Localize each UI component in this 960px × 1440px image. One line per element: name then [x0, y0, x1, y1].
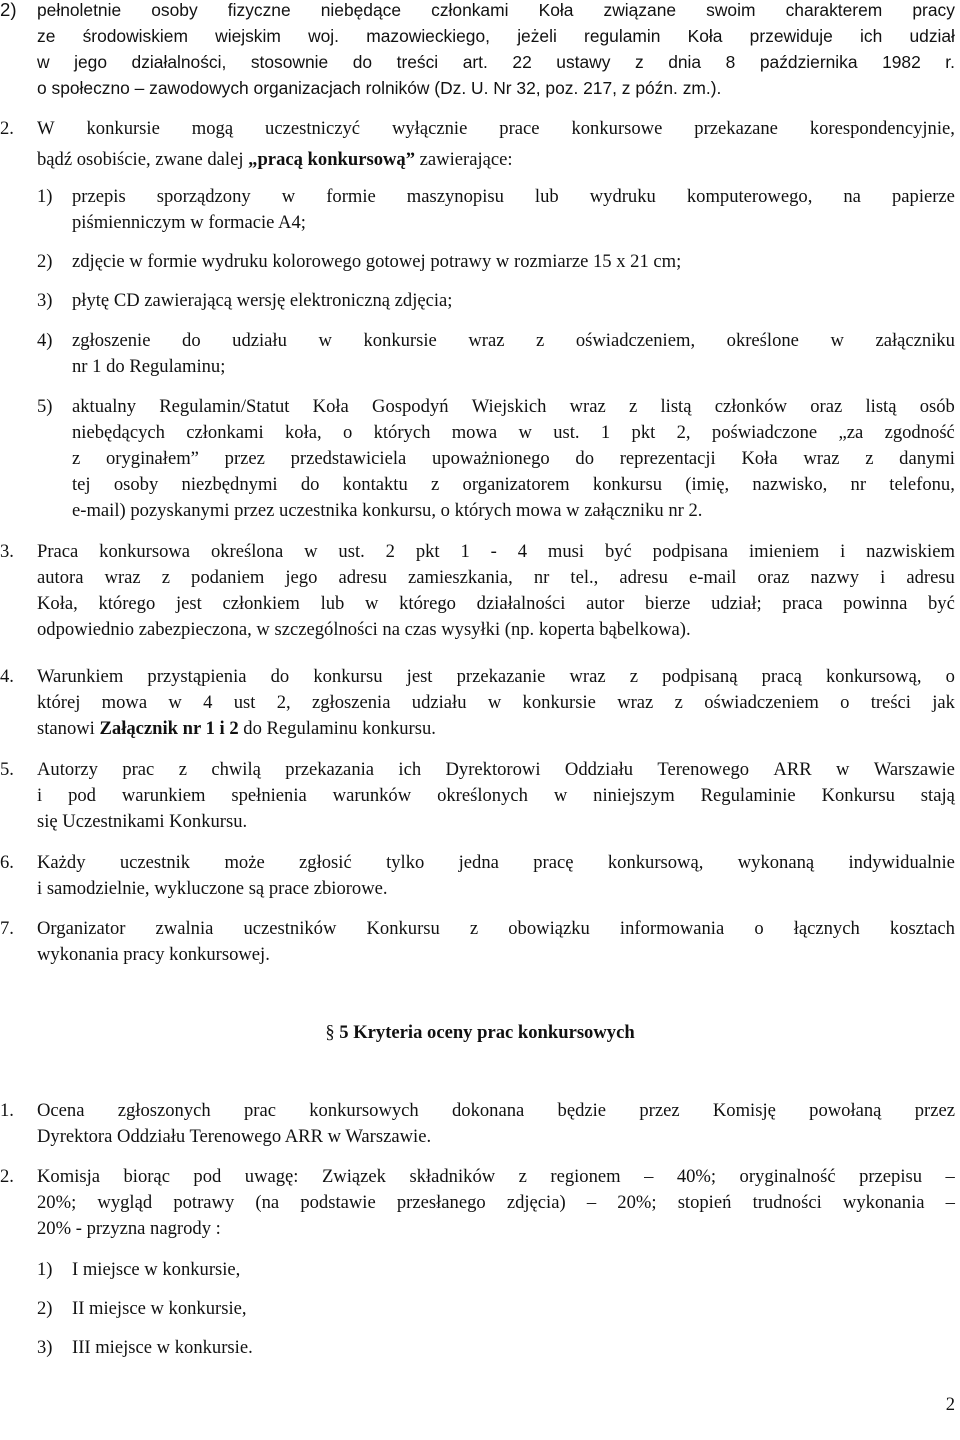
list-number: 7.: [0, 918, 14, 939]
list-number: 6.: [0, 852, 14, 873]
bold-term: Załącznik nr 1 i 2: [99, 718, 239, 739]
paragraph-line: pełnoletnie osoby fizyczne niebędące członkami Koła związane swoim charakterem pracy: [37, 0, 955, 20]
section-heading: § 5 Kryteria oceny prac konkursowych: [325, 1022, 635, 1043]
paragraph-line: i pod warunkiem spełnienia warunków określonych w niniejszym Regulaminie Konkursu stają: [37, 785, 955, 806]
list-item-line: nr 1 do Regulaminu;: [72, 356, 226, 377]
paragraph-line: ze środowiskiem wiejskim woj. mazowieckiego, jeżeli regulamin Koła przewiduje ich udział: [37, 26, 955, 46]
list-number: 5): [37, 396, 53, 417]
paragraph-line: stanowi Załącznik nr 1 i 2 do Regulaminu konkursu.: [37, 718, 436, 739]
prize-item: II miejsce w konkursie,: [72, 1298, 247, 1319]
list-item-line: płytę CD zawierającą wersję elektroniczną zdjęcia;: [72, 290, 453, 311]
paragraph-line: autora wraz z podaniem jego adresu zamieszkania, nr tel., adresu e-mail oraz nazwy i adresu: [37, 567, 955, 588]
list-item-line: piśmienniczym w formacie A4;: [72, 212, 306, 233]
paragraph-line: Organizator zwalnia uczestników Konkursu z obowiązku informowania o łącznych kosztach: [37, 918, 955, 939]
list-item-line: zdjęcie w formie wydruku kolorowego gotowej potrawy w rozmiarze 15 x 21 cm;: [72, 251, 682, 272]
paragraph-line: o społeczno – zawodowych organizacjach rolników (Dz. U. Nr 32, poz. 217, z późn. zm.).: [37, 78, 722, 98]
paragraph-line: Warunkiem przystąpienia do konkursu jest przekazanie wraz z podpisaną pracą konkursową, o: [37, 666, 955, 687]
list-number: 3.: [0, 541, 14, 562]
list-item-line: niebędących członkami koła, o których mowa w ust. 1 pkt 2, poświadczone „za zgodność: [72, 422, 955, 443]
list-number: 1.: [0, 1100, 14, 1121]
paragraph-line: Każdy uczestnik może zgłosić tylko jedna pracę konkursową, wykonaną indywidualnie: [37, 852, 955, 873]
list-number: 4.: [0, 666, 14, 687]
paragraph-line: Dyrektora Oddziału Terenowego ARR w Warszawie.: [37, 1126, 432, 1147]
paragraph-line: wykonania pracy konkursowej.: [37, 944, 270, 965]
list-number: 3): [37, 1337, 53, 1358]
section-sign: §: [325, 1022, 335, 1043]
paragraph-line: Komisja biorąc pod uwagę: Związek składników z regionem – 40%; oryginalność przepisu –: [37, 1166, 955, 1187]
paragraph-line: bądź osobiście, zwane dalej „pracą konkursową” zawierające:: [37, 149, 513, 170]
list-item-line: zgłoszenie do udziału w konkursie wraz z oświadczeniem, określone w załączniku: [72, 330, 955, 351]
list-number: 2): [37, 1298, 53, 1319]
paragraph-line: której mowa w 4 ust 2, zgłoszenia udziału w konkursie wraz z oświadczeniem o treści jak: [37, 692, 955, 713]
paragraph-line: Praca konkursowa określona w ust. 2 pkt 1 - 4 musi być podpisana imieniem i nazwiskiem: [37, 541, 955, 562]
paragraph-line: się Uczestnikami Konkursu.: [37, 811, 248, 832]
list-number: 1): [37, 1259, 53, 1280]
list-item-line: aktualny Regulamin/Statut Koła Gospodyń Wiejskich wraz z listą członków oraz listą osób: [72, 396, 955, 417]
paragraph-line: odpowiednio zabezpieczona, w szczególności na czas wysyłki (np. koperta bąbelkowa).: [37, 619, 691, 640]
paragraph-line: Koła, którego jest członkiem lub w którego działalności autor bierze udział; praca powinna być: [37, 593, 955, 614]
list-number: 2.: [0, 118, 14, 139]
list-number: 1): [37, 186, 53, 207]
bold-term: „pracą konkursową”: [248, 149, 416, 170]
list-number: 3): [37, 290, 53, 311]
page-number: 2: [945, 1394, 955, 1415]
prize-item: I miejsce w konkursie,: [72, 1259, 241, 1280]
paragraph-line: w jego działalności, stosownie do treści art. 22 ustawy z dnia 8 października 1982 r.: [37, 52, 955, 72]
list-item-line: tej osoby niezbędnymi do kontaktu z organizatorem konkursu (imię, nazwisko, nr telefonu,: [72, 474, 955, 495]
paragraph-line: W konkursie mogą uczestniczyć wyłącznie prace konkursowe przekazane korespondencyjnie,: [37, 118, 955, 139]
paragraph-line: Ocena zgłoszonych prac konkursowych dokonana będzie przez Komisję powołaną przez: [37, 1100, 955, 1121]
list-item-line: przepis sporządzony w formie maszynopisu lub wydruku komputerowego, na papierze: [72, 186, 955, 207]
paragraph-line: Autorzy prac z chwilą przekazania ich Dyrektorowi Oddziału Terenowego ARR w Warszawie: [37, 759, 955, 780]
prize-item: III miejsce w konkursie.: [72, 1337, 253, 1358]
list-number: 4): [37, 330, 53, 351]
list-number: 2): [37, 251, 53, 272]
paragraph-line: 20% - przyzna nagrody :: [37, 1218, 221, 1239]
list-item-line: z oryginałem” przez przedstawiciela upoważnionego do reprezentacji Koła wraz z danymi: [72, 448, 955, 469]
list-item-line: e-mail) pozyskanymi przez uczestnika konkursu, o których mowa w załączniku nr 2.: [72, 500, 703, 521]
paragraph-line: 20%; wygląd potrawy (na podstawie przesłanego zdjęcia) – 20%; stopień trudności wykonania –: [37, 1192, 955, 1213]
paragraph-line: i samodzielnie, wykluczone są prace zbiorowe.: [37, 878, 388, 899]
list-number: 2.: [0, 1166, 14, 1187]
list-number: 5.: [0, 759, 14, 780]
list-number: 2): [0, 0, 17, 20]
